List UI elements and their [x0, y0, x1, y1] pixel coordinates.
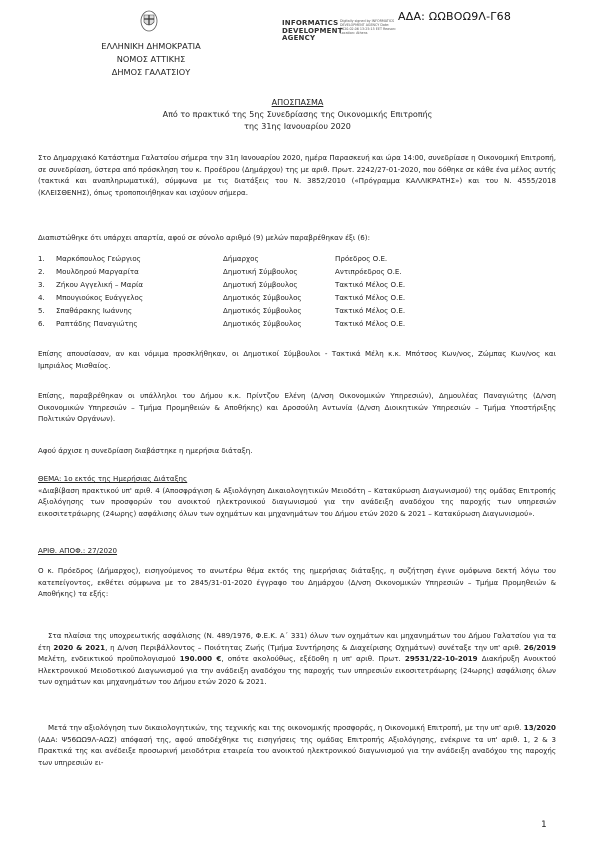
member-number: 3.: [38, 280, 45, 289]
absent-paragraph: Επίσης απουσίασαν, αν και νόμιμα προσκλήθηκαν, οι Δημοτικοί Σύμβουλοι - Τακτικά Μέλη κ.κ. Μπότσος Κων/νος, Ζώμπας Κων/νος και Ιμπριάλος Μισθαίος.: [38, 349, 556, 370]
member-position: Αντιπρόεδρος Ο.Ε.: [335, 267, 402, 276]
ada-code: ΑΔΑ: ΩΩΒΟΩ9Λ-Γ68: [398, 10, 512, 23]
member-position: Τακτικό Μέλος Ο.Ε.: [335, 293, 406, 302]
member-position: Πρόεδρος Ο.Ε.: [335, 254, 388, 263]
member-position: Τακτικό Μέλος Ο.Ε.: [335, 319, 406, 328]
member-row: [38, 306, 558, 320]
member-name: Ζήκου Αγγελική – Μαρία: [56, 280, 144, 289]
quorum-paragraph: Διαπιστώθηκε ότι υπάρχει απαρτία, αφού σε σύνολο αριθμό (9) μελών παραβρέθηκαν έξι (6):: [38, 233, 370, 242]
ida-line-1: INFORMATICS: [282, 19, 339, 27]
document-title: ΑΠΟΣΠΑΣΜΑ: [271, 98, 324, 107]
greek-emblem-icon: [138, 10, 160, 32]
insurance-paragraph: Στα πλαίσια της υποχρεωτικής ασφάλισης (Ν. 489/1976, Φ.Ε.Κ. Α΄ 331) όλων των οχημάτων και μηχανημάτων του Δήμου Γαλατσίου για τα έτη 2020 & 2021, η Δ/νση Περιβάλλοντος – Ποιότητας Ζωής (Τμήμα Συντήρησης & Διαχείρισης Οχημάτων) συνέταξε την υπ' αριθ. 26/2019 Μελέτη, ενδεικτικού προϋπολογισμού 190.000 €, οπότε ακολούθως, εξέδοθη η υπ' αριθ. Πρωτ. 29531/22-10-2019 Διακήρυξη Ανοικτού Ηλεκτρονικού Μειοδοτικού Διαγωνισμού για την ανάδειξη αναδόχου της παροχής των υπηρεσιών εικοσιτετράωρης (24ωρης) ασφάλισης όλων των οχημάτων και μηχανημάτων του Δήμου ετών 2020 & 2021.: [38, 631, 557, 687]
member-position: Τακτικό Μέλος Ο.Ε.: [335, 306, 406, 315]
evaluation-paragraph: Μετά την αξιολόγηση των δικαιολογητικών, της τεχνικής και της οικονομικής προσφοράς, η Οικονομική Επιτροπή, με την υπ' αριθ. 13/2020 (ΑΔΑ: Ψ56ΩΩ9Λ-ΑΩΖ) απόφασή της, αφού αποδέχθηκε τις εισηγήσεις της ομάδας Επιτροπής Αξιολόγησης, ενέκρινε τα υπ' αριθ. 1, 2 & 3 Πρακτικά της και ανέδειξε προσωρινή μειοδότρια εταιρεία του ανοικτού ηλεκτρονικού διαγωνισμού για την ανάδειξη αναδόχου της παροχής των υπηρεσιών ει-: [38, 723, 556, 767]
member-row: [38, 254, 558, 268]
president-paragraph: Ο κ. Πρόεδρος (Δήμαρχος), εισηγούμενος το ανωτέρω θέμα εκτός της ημερήσιας διάταξης, η συζήτηση έγινε ομόφωνα δεκτή λόγω του κατεπείγοντος, εκθέτει σύμφωνα με το 2845/31-01-2020 έγγραφο του Δημάρχου (Δ/νση Οικονομικών Υπηρεσιών – Τμήμα Προμηθειών & Αποθήκης) τα εξής:: [38, 566, 556, 599]
member-row: [38, 293, 558, 307]
member-row: [38, 280, 558, 294]
ida-logo: [282, 20, 343, 43]
member-name: Μπουγιούκος Ευάγγελος: [56, 293, 144, 302]
thema-block: [38, 473, 556, 519]
member-role: Δημοτικός Σύμβουλος: [223, 293, 302, 302]
ida-line-3: AGENCY: [282, 34, 316, 43]
member-number: 1.: [38, 254, 45, 263]
org-line-2: ΝΟΜΟΣ ΑΤΤΙΚΗΣ: [116, 54, 186, 64]
member-number: 6.: [38, 319, 45, 328]
thema-label: ΘΕΜΑ: 1ο εκτός της Ημερήσιας Διάταξης: [38, 474, 188, 483]
agenda-paragraph: Αφού άρχισε η συνεδρίαση διαβάστηκε η ημερήσια διάταξη.: [38, 446, 253, 455]
attendees-paragraph: Επίσης, παραβρέθηκαν οι υπάλληλοι του Δήμου κ.κ. Πρίντζου Ελένη (Δ/νση Οικονομικών Υπηρεσιών), Δημουλέας Παναγιώτης (Δ/νση Οικονομικών Υπηρεσιών – Τμήμα Προμηθειών & Αποθήκης) και Δροσούλη Αντωνία (Δ/νση Διοικητικών Υπηρεσιών – Τμήμα Υποστήριξης Πολιτικών Οργάνων).: [38, 391, 556, 424]
document-subtitle-2: της 31ης Ιανουαρίου 2020: [244, 122, 351, 131]
intro-paragraph: Στο Δημαρχιακό Κατάστημα Γαλατσίου σήμερα την 31η Ιανουαρίου 2020, ημέρα Παρασκευή και ώρα 14:00, συνεδρίασε η Οικονομική Επιτροπή, σε συνεδρίαση, ύστερα από πρόσκληση του κ. Προέδρου (Δημάρχου) της με αριθ. Πρωτ. 2242/27-01-2020, που δόθηκε σε κάθε ένα μέλος αυτής (τακτικά και αναπληρωματικά), σύμφωνα με τις διατάξεις του Ν. 3852/2010 («Πρόγραμμα ΚΑΛΛΙΚΡΑΤΗΣ») και του Ν. 4555/2018 (ΚΛΕΙΣΘΕΝΗΣ), όπως τροποποιήθηκαν και ισχύουν σήμερα.: [38, 153, 556, 197]
digital-signature-text: Digitally signed by INFORMATICS DEVELOPMENT AGENCY Date: 2020.02.06 13:25:15 EET Reason: Location: Athens: [340, 19, 397, 35]
member-role: Δημοτική Σύμβουλος: [223, 280, 298, 289]
ida-line-2: DEVELOPMENT: [282, 26, 343, 35]
member-number: 2.: [38, 267, 45, 276]
member-role: Δήμαρχος: [223, 254, 259, 263]
member-row: [38, 267, 558, 281]
org-line-3: ΔΗΜΟΣ ΓΑΛΑΤΣΙΟΥ: [111, 67, 191, 77]
member-name: Μαρκόπουλος Γεώργιος: [56, 254, 141, 263]
member-role: Δημοτικός Σύμβουλος: [223, 319, 302, 328]
member-name: Σπαθάρακης Ιωάννης: [56, 306, 133, 315]
page-number: 1: [541, 820, 547, 830]
decision-number: ΑΡΙΘ. ΑΠΟΦ.: 27/2020: [38, 546, 118, 555]
member-row: [38, 319, 558, 333]
member-position: Τακτικό Μέλος Ο.Ε.: [335, 280, 406, 289]
member-role: Δημοτικός Σύμβουλος: [223, 306, 302, 315]
member-name: Ραπτάδης Παναγιώτης: [56, 319, 138, 328]
document-subtitle-1: Από το πρακτικό της 5ης Συνεδρίασης της Οικονομικής Επιτροπής: [162, 110, 433, 119]
member-number: 4.: [38, 293, 45, 302]
org-line-1: ΕΛΛΗΝΙΚΗ ΔΗΜΟΚΡΑΤΙΑ: [101, 41, 201, 51]
thema-text: «Διαβίβαση πρακτικού υπ' αριθ. 4 (Αποσφράγιση & Αξιολόγηση Δικαιολογητικών Μειοδότη – Κατακύρωση Διαγωνισμού) της ομάδας Επιτροπής Αξιολόγησης των προσφορών του ανοικτού ηλεκτρονικού διαγωνισμού για την ανάδειξη αναδόχου της παροχής των υπηρεσιών εικοσιτετράωρης (24ωρης) ασφάλισης όλων των οχημάτων και μηχανημάτων του Δήμου ετών 2020 & 2021 – Κατακύρωση Διαγωνισμού».: [38, 485, 556, 518]
member-number: 5.: [38, 306, 45, 315]
member-name: Μουλδηρού Μαργαρίτα: [56, 267, 139, 276]
member-role: Δημοτική Σύμβουλος: [223, 267, 298, 276]
